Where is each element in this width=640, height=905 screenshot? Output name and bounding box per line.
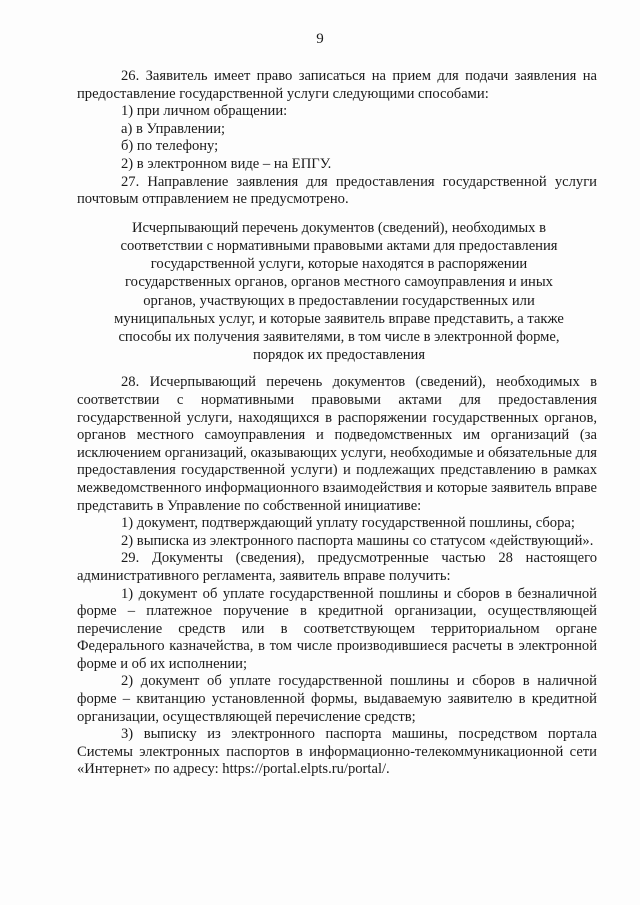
paragraph-28: 28. Исчерпывающий перечень документов (сведений), необходимых в соответствии с нормативными правовыми актами для предоставления государственной услуги, находящихся в распоряжении государственных органов, органов местного самоуправления и подведомственных им организаций (за исключением организаций, оказывающих услуги, необходимые и обязательные для предоставления государственной услуги) и подлежащих представлению в рамках межведомственного информационного взаимодействия и которые заявитель вправе представить в Управление по собственной инициативе: xyxy=(77,374,598,514)
paragraph-27: 27. Направление заявления для предоставления государственной услуги почтовым отправлением не предусмотрено. xyxy=(77,173,597,208)
list-item: 3) выписку из электронного паспорта машины, посредством портала Системы электронных паспортов в информационно-телекоммуникационной сети «Интернет» по адресу: https://portal.elpts.ru/portal/. xyxy=(77,726,597,778)
section-heading: Исчерпывающий перечень документов (сведений), необходимых в соответствии с нормативными правовыми актами для предоставления государственной услуги, которые находятся в распоряжении государственных органов, органов местного самоуправления и иных органов, участвующих в предоставлении государственных или муниципальных услуг, и которые заявитель вправе представить, а также способы их получения заявителями, в том числе в электронной форме, порядок их предоставления xyxy=(114,219,564,364)
list-item: б) по телефону; xyxy=(121,138,219,155)
list-item: 1) при личном обращении: xyxy=(121,103,288,120)
list-item: 2) в электронном виде – на ЕПГУ. xyxy=(121,155,332,172)
paragraph-26: 26. Заявитель имеет право записаться на прием для подачи заявления на предоставление государственной услуги следующими способами: xyxy=(77,68,597,102)
list-item: а) в Управлении; xyxy=(121,120,226,137)
document-body xyxy=(77,68,597,779)
list-item: 1) документ, подтверждающий уплату государственной пошлины, сбора; xyxy=(121,515,575,532)
page-number: 9 xyxy=(316,31,324,47)
paragraph-29: 29. Документы (сведения), предусмотренные частью 28 настоящего административного регламента, заявитель вправе получить: xyxy=(77,550,597,584)
list-item: 1) документ об уплате государственной пошлины и сборов в безналичной форме – платежное поручение в кредитной организации, осуществляющей перечисление средств или в соответствующем территориальном органе Федерального казначейства, в том числе производившиеся расчеты в электронной форме и об их исполнении; xyxy=(77,585,597,672)
list-item: 2) выписка из электронного паспорта машины со статусом «действующий». xyxy=(121,532,594,549)
list-item: 2) документ об уплате государственной пошлины и сборов в наличной форме – квитанцию установленной формы, выдаваемую заявителю в кредитной организации, осуществляющей перечисление средств; xyxy=(77,673,597,725)
